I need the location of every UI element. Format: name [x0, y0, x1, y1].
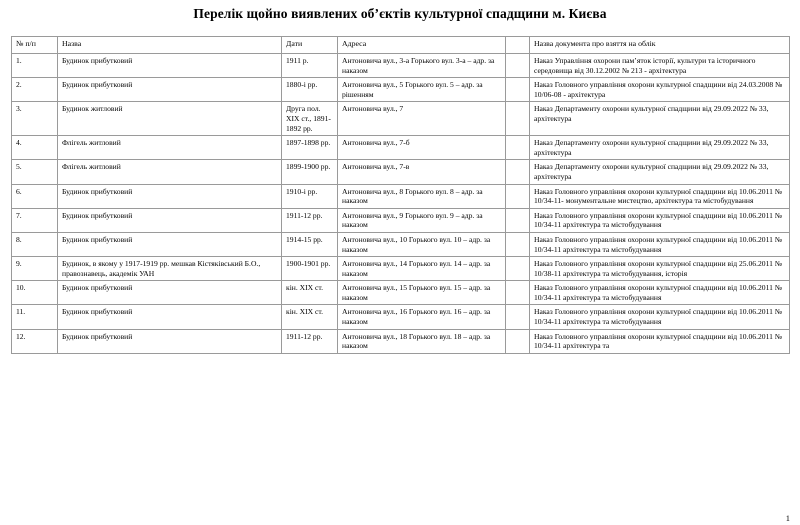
table-header-row — [12, 37, 790, 54]
cell-address: Антоновича вул., 3-а Горького вул. 3-а – адр. за наказом — [338, 54, 506, 78]
heritage-table-container — [11, 36, 789, 354]
table-row — [12, 208, 790, 232]
cell-address: Антоновича вул., 7-в — [338, 160, 506, 184]
cell-spacer — [506, 102, 530, 136]
cell-document: Наказ Головного управління охорони культурної спадщини від 10.06.2011 № 10/34-11 архітектура та містобудування — [530, 232, 790, 256]
table-row — [12, 232, 790, 256]
cell-document: Наказ Головного управління охорони культурної спадщини від 10.06.2011 № 10/34-11 архітектура та містобудування — [530, 208, 790, 232]
cell-dates: 1911-12 рр. — [282, 208, 338, 232]
cell-address: Антоновича вул., 10 Горького вул. 10 – адр. за наказом — [338, 232, 506, 256]
cell-dates: 1899-1900 рр. — [282, 160, 338, 184]
cell-address: Антоновича вул., 5 Горького вул. 5 – адр. за рішенням — [338, 78, 506, 102]
cell-name: Будинок прибутковий — [58, 54, 282, 78]
cell-dates: кін. XIX ст. — [282, 305, 338, 329]
cell-spacer — [506, 329, 530, 353]
cell-name: Флігель житловий — [58, 136, 282, 160]
cell-number: 4. — [12, 136, 58, 160]
cell-spacer — [506, 305, 530, 329]
cell-number: 6. — [12, 184, 58, 208]
cell-spacer — [506, 54, 530, 78]
table-row — [12, 102, 790, 136]
cell-address: Антоновича вул., 14 Горького вул. 14 – адр. за наказом — [338, 257, 506, 281]
cell-dates: 1910-і рр. — [282, 184, 338, 208]
cell-number: 9. — [12, 257, 58, 281]
cell-number: 7. — [12, 208, 58, 232]
cell-name: Будинок прибутковий — [58, 184, 282, 208]
heritage-table — [11, 36, 790, 354]
cell-address: Антоновича вул., 8 Горького вул. 8 – адр. за наказом — [338, 184, 506, 208]
cell-spacer — [506, 281, 530, 305]
page-title: Перелік щойно виявлених об’єктів культурної спадщини м. Києва — [193, 6, 607, 21]
cell-name: Флігель житловий — [58, 160, 282, 184]
table-row — [12, 184, 790, 208]
cell-dates: кін. XIX ст. — [282, 281, 338, 305]
cell-number: 5. — [12, 160, 58, 184]
cell-document: Наказ Головного управління охорони культурної спадщини від 24.03.2008 № 10/06-08 - архітектура — [530, 78, 790, 102]
column-header-spacer — [506, 37, 530, 54]
cell-spacer — [506, 160, 530, 184]
table-row — [12, 305, 790, 329]
cell-name: Будинок прибутковий — [58, 232, 282, 256]
cell-spacer — [506, 78, 530, 102]
cell-number: 11. — [12, 305, 58, 329]
cell-dates: 1914-15 рр. — [282, 232, 338, 256]
cell-document: Наказ Головного управління охорони культурної спадщини від 10.06.2011 № 10/34-11- монументальне мистецтво, архітектура та містобудування — [530, 184, 790, 208]
cell-dates: 1880-і рр. — [282, 78, 338, 102]
column-header-document: Назва документа про взяття на облік — [530, 37, 790, 54]
page-number: 1 — [785, 513, 790, 523]
cell-dates: 1900-1901 рр. — [282, 257, 338, 281]
table-row — [12, 136, 790, 160]
table-row — [12, 78, 790, 102]
cell-spacer — [506, 257, 530, 281]
cell-address: Антоновича вул., 7 — [338, 102, 506, 136]
cell-number: 3. — [12, 102, 58, 136]
table-body — [12, 54, 790, 354]
cell-name: Будинок прибутковий — [58, 305, 282, 329]
cell-address: Антоновича вул., 7-б — [338, 136, 506, 160]
cell-spacer — [506, 136, 530, 160]
cell-name: Будинок прибутковий — [58, 281, 282, 305]
cell-document: Наказ Департаменту охорони культурної спадщини від 29.09.2022 № 33, архітектура — [530, 136, 790, 160]
cell-number: 12. — [12, 329, 58, 353]
cell-number: 1. — [12, 54, 58, 78]
cell-number: 8. — [12, 232, 58, 256]
cell-number: 10. — [12, 281, 58, 305]
table-row — [12, 281, 790, 305]
cell-number: 2. — [12, 78, 58, 102]
column-header-number: № п/п — [12, 37, 58, 54]
cell-document: Наказ Головного управління охорони культурної спадщини від 25.06.2011 № 10/38-11 архітектура та містобудування, історія — [530, 257, 790, 281]
cell-spacer — [506, 208, 530, 232]
cell-address: Антоновича вул., 15 Горького вул. 15 – адр. за наказом — [338, 281, 506, 305]
cell-name: Будинок прибутковий — [58, 78, 282, 102]
cell-name: Будинок прибутковий — [58, 208, 282, 232]
cell-document: Наказ Головного управління охорони культурної спадщини від 10.06.2011 № 10/34-11 архітектура та містобудування — [530, 305, 790, 329]
column-header-address: Адреса — [338, 37, 506, 54]
cell-document: Наказ Головного управління охорони культурної спадщини від 10.06.2011 № 10/34-11 архітектура та містобудування — [530, 281, 790, 305]
cell-document: Наказ Департаменту охорони культурної спадщини від 29.09.2022 № 33, архітектура — [530, 160, 790, 184]
cell-name: Будинок житловий — [58, 102, 282, 136]
table-header — [12, 37, 790, 54]
cell-dates: 1897-1898 рр. — [282, 136, 338, 160]
table-row — [12, 160, 790, 184]
cell-dates: 1911-12 рр. — [282, 329, 338, 353]
cell-dates: Друга пол. XIX ст., 1891-1892 рр. — [282, 102, 338, 136]
cell-address: Антоновича вул., 16 Горького вул. 16 – адр. за наказом — [338, 305, 506, 329]
cell-address: Антоновича вул., 18 Горького вул. 18 – адр. за наказом — [338, 329, 506, 353]
cell-address: Антоновича вул., 9 Горького вул. 9 – адр. за наказом — [338, 208, 506, 232]
table-row — [12, 54, 790, 78]
cell-name: Будинок прибутковий — [58, 329, 282, 353]
column-header-name: Назва — [58, 37, 282, 54]
cell-document: Наказ Головного управління охорони культурної спадщини від 10.06.2011 № 10/34-11 архітектура та — [530, 329, 790, 353]
cell-name: Будинок, в якому у 1917-1919 рр. мешкав Кістяківський Б.О., правознавець, академік УАН — [58, 257, 282, 281]
table-row — [12, 257, 790, 281]
column-header-dates: Дати — [282, 37, 338, 54]
cell-document: Наказ Управління охорони пам’яток історії, культури та історичного середовища від 30.12.2002 № 213 - архітектура — [530, 54, 790, 78]
table-row — [12, 329, 790, 353]
cell-dates: 1911 р. — [282, 54, 338, 78]
cell-spacer — [506, 232, 530, 256]
cell-document: Наказ Департаменту охорони культурної спадщини від 29.09.2022 № 33, архітектура — [530, 102, 790, 136]
cell-spacer — [506, 184, 530, 208]
